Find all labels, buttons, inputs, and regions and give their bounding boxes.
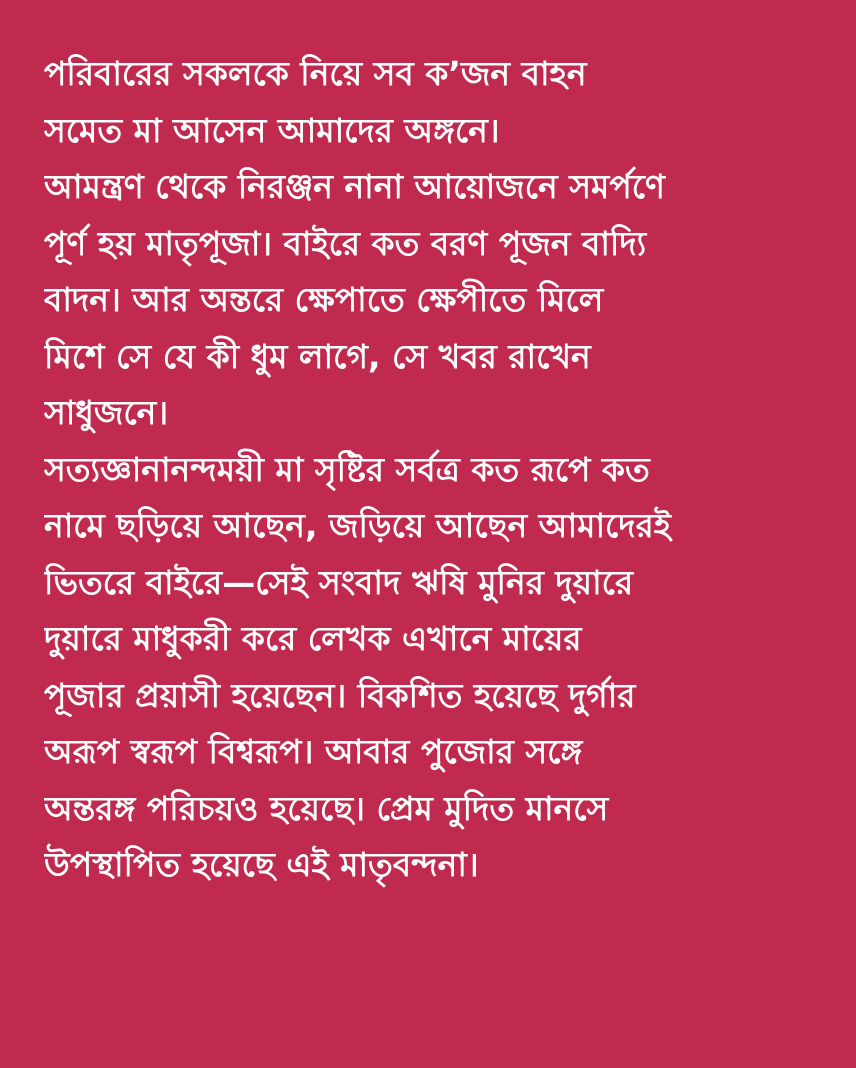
blurb-line-9: নামে ছড়িয়ে আছেন, জড়িয়ে আছেন আমাদেরই — [44, 506, 671, 545]
blurb-line-1: পরিবারের সকলকে নিয়ে সব ক’জন বাহন — [44, 54, 587, 93]
blurb-line-15: উপস্থাপিত হয়েছে এই মাতৃবন্দনা। — [44, 845, 479, 884]
blurb-line-12: পূজার প্রয়াসী হয়েছেন। বিকশিত হয়েছে দুর্গার — [44, 675, 636, 715]
blurb-line-11: দুয়ারে মাধুকরী করে লেখক এখানে মায়ের — [44, 619, 582, 658]
blurb-line-10: ভিতরে বাইরে—সেই সংবাদ ঋষি মুনির দুয়ারে — [44, 562, 634, 602]
blurb-line-4: পূর্ণ হয় মাতৃপূজা। বাইরে কত বরণ পূজন বাদ্যি — [44, 223, 647, 263]
blurb-text — [44, 46, 834, 894]
blurb-line-3: আমন্ত্রণ থেকে নিরঞ্জন নানা আয়োজনে সমর্পণে — [44, 167, 665, 206]
blurb-line-14: অন্তরঙ্গ পরিচয়ও হয়েছে। প্রেম মুদিত মানসে — [44, 788, 609, 828]
blurb-line-7: সাধুজনে। — [44, 393, 169, 432]
blurb-line-6: মিশে সে যে কী ধুম লাগে, সে খবর রাখেন — [44, 336, 591, 376]
blurb-line-13: অরূপ স্বরূপ বিশ্বরূপ। আবার পুজোর সঙ্গে — [44, 732, 583, 771]
blurb-line-2: সমেত মা আসেন আমাদের অঙ্গনে। — [44, 110, 500, 150]
blurb-line-8: সত্যজ্ঞানানন্দময়ী মা সৃষ্টির সর্বত্র কত রূপে কত — [44, 449, 650, 489]
blurb-line-5: বাদন। আর অন্তরে ক্ষেপাতে ক্ষেপীতে মিলে — [44, 280, 604, 319]
